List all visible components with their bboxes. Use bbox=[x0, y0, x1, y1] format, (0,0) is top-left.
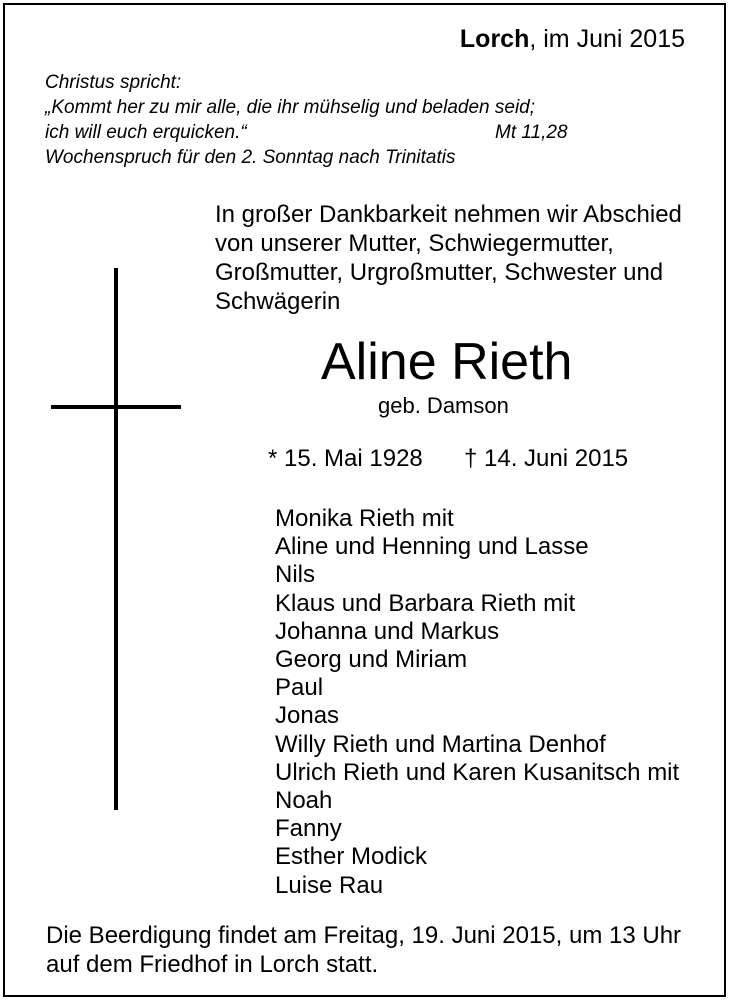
funeral-info bbox=[46, 921, 696, 979]
farewell-line: Großmutter, Urgroßmutter, Schwester und bbox=[215, 259, 664, 286]
mourner-line: Klaus und Barbara Rieth mit bbox=[275, 589, 576, 617]
verse-line: Christus spricht: bbox=[45, 72, 182, 93]
death-date: † 14. Juni 2015 bbox=[464, 445, 629, 472]
place-date bbox=[460, 25, 685, 54]
mourner-line: Jonas bbox=[275, 702, 340, 730]
verse-line: „Kommt her zu mir alle, die ihr mühselig und beladen seid; bbox=[45, 97, 536, 118]
birth-name: geb. Damson bbox=[378, 393, 509, 418]
mourner-line: Johanna und Markus bbox=[275, 617, 500, 645]
verse-reference: Mt 11,28 bbox=[495, 122, 568, 143]
farewell-line: Schwägerin bbox=[215, 288, 341, 315]
deceased-name: Aline Rieth bbox=[321, 333, 573, 391]
mourner-line: Paul bbox=[275, 674, 324, 702]
farewell-line: In großer Dankbarkeit nehmen wir Abschied bbox=[215, 201, 682, 228]
mourner-line: Luise Rau bbox=[275, 871, 384, 899]
mourners-list bbox=[275, 505, 679, 900]
cross-vertical-bar bbox=[114, 268, 118, 810]
mourner-line: Noah bbox=[275, 787, 333, 815]
mourner-line: Nils bbox=[275, 561, 315, 589]
funeral-line: Die Beerdigung findet am Freitag, 19. Juni 2015, um 13 Uhr bbox=[46, 922, 682, 949]
mourner-line: Willy Rieth und Martina Denhof bbox=[275, 730, 606, 758]
mourner-line: Esther Modick bbox=[275, 843, 428, 871]
place: Lorch bbox=[459, 25, 530, 53]
cross-horizontal-bar bbox=[51, 405, 181, 409]
verse-line: ich will euch erquicken.“ bbox=[45, 122, 247, 143]
farewell-text bbox=[215, 200, 695, 316]
mourner-line: Fanny bbox=[275, 815, 342, 843]
date: , im Juni 2015 bbox=[529, 25, 685, 53]
mourner-line: Georg und Miriam bbox=[275, 646, 468, 674]
funeral-line: auf dem Friedhof in Lorch statt. bbox=[46, 951, 379, 978]
bible-verse bbox=[45, 70, 605, 170]
life-dates bbox=[268, 445, 629, 473]
mourner-line: Ulrich Rieth und Karen Kusanitsch mit bbox=[275, 758, 680, 786]
birth-date: * 15. Mai 1928 bbox=[268, 445, 423, 472]
mourner-line: Aline und Henning und Lasse bbox=[275, 533, 589, 561]
verse-line: Wochenspruch für den 2. Sonntag nach Trinitatis bbox=[45, 147, 456, 168]
mourner-line: Monika Rieth mit bbox=[275, 505, 454, 532]
farewell-line: von unserer Mutter, Schwiegermutter, bbox=[215, 230, 614, 257]
